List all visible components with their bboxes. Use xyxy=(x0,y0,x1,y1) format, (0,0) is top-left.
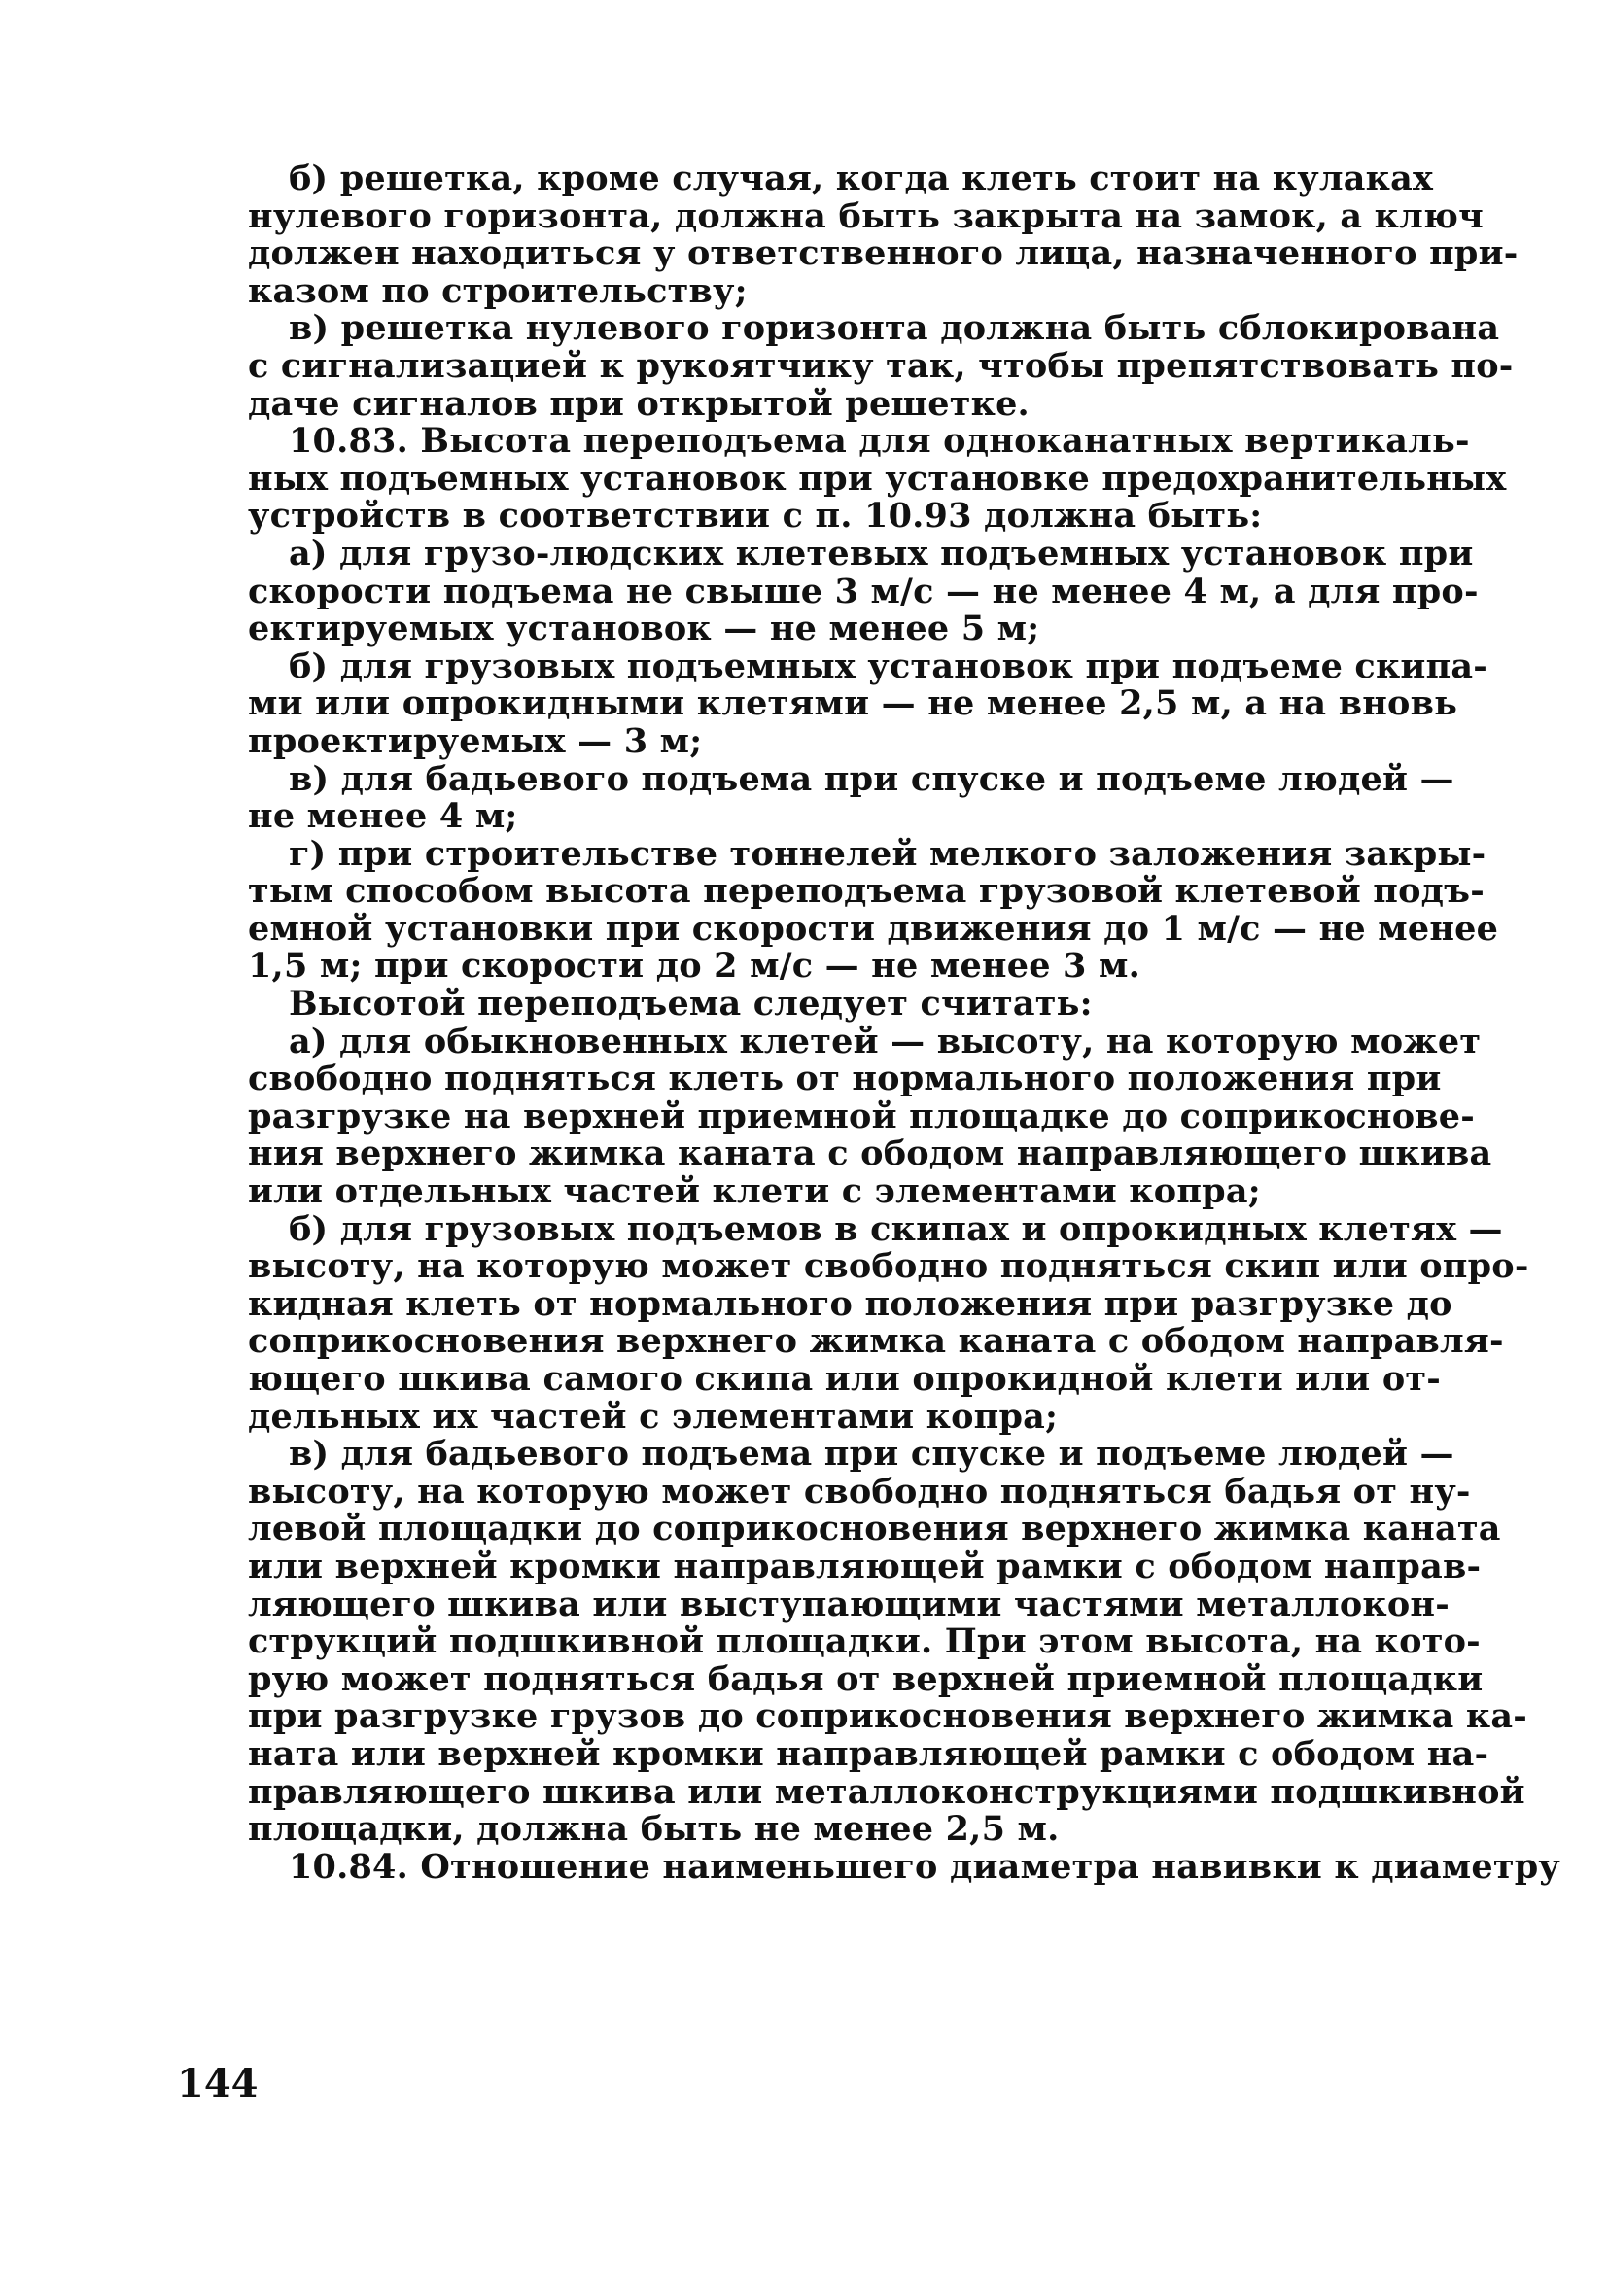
text-line: 1,5 м; при скорости до 2 м/с — не менее 3 м. xyxy=(248,946,1140,987)
text-line: устройств в соответствии с п. 10.93 должна быть: xyxy=(248,496,1263,537)
text-line: ния верхнего жимка каната с ободом направляющего шкива xyxy=(248,1133,1492,1174)
text-line: соприкосновения верхнего жимка каната с ободом направля- xyxy=(248,1321,1504,1362)
text-line: ектируемых установок — не менее 5 м; xyxy=(248,609,1040,649)
text-line: ляющего шкива или выступающими частями металлокон- xyxy=(248,1583,1450,1624)
text-line: не менее 4 м; xyxy=(248,796,518,837)
text-line: 10.84. Отношение наименьшего диаметра навивки к диаметру xyxy=(289,1846,1561,1887)
text-line: или отдельных частей клети с элементами копра; xyxy=(248,1171,1261,1212)
text-line: или верхней кромки направляющей рамки с ободом направ- xyxy=(248,1546,1482,1586)
text-line: кидная клеть от нормального положения при разгрузке до xyxy=(248,1283,1452,1324)
text-line: высоту, на которую может свободно подняться бадья от ну- xyxy=(248,1471,1471,1512)
text-line: с сигнализацией к рукоятчику так, чтобы препятствовать по- xyxy=(248,345,1514,386)
text-line: при разгрузке грузов до соприкосновения верхнего жимка ка- xyxy=(248,1696,1527,1737)
text-line: свободно подняться клеть от нормального положения при xyxy=(248,1059,1442,1099)
document-body xyxy=(248,158,1561,1887)
text-line: г) при строительстве тоннелей мелкого заложения закры- xyxy=(289,833,1486,874)
text-line: ных подъемных установок при установке предохранительных xyxy=(248,458,1507,499)
text-line: б) для грузовых подъемных установок при подъеме скипа- xyxy=(289,645,1487,686)
text-line: даче сигналов при открытой решетке. xyxy=(248,383,1030,424)
text-line: в) для бадьевого подъема при спуске и подъеме людей — xyxy=(289,758,1454,799)
text-line: ната или верхней кромки направляющей рамки с ободом на- xyxy=(248,1733,1489,1774)
text-line: 10.83. Высота переподъема для одноканатных вертикаль- xyxy=(289,421,1470,462)
text-line: а) для обыкновенных клетей — высоту, на которую может xyxy=(289,1021,1482,1061)
text-line: емной установки при скорости движения до 1 м/с — не менее xyxy=(248,908,1499,949)
text-line: разгрузке на верхней приемной площадке до соприкоснове- xyxy=(248,1096,1475,1136)
text-line: в) для бадьевого подъема при спуске и подъеме людей — xyxy=(289,1434,1454,1475)
text-line: проектируемых — 3 м; xyxy=(248,720,703,761)
text-line: нулевого горизонта, должна быть закрыта на замок, а ключ xyxy=(248,195,1484,236)
text-line: левой площадки до соприкосновения верхнего жимка каната xyxy=(248,1509,1501,1549)
text-line: ющего шкива самого скипа или опрокидной клети или от- xyxy=(248,1359,1442,1399)
text-line: площадки, должна быть не менее 2,5 м. xyxy=(248,1809,1060,1850)
page-number: 144 xyxy=(177,2061,259,2106)
text-line: Высотой переподъема следует считать: xyxy=(289,984,1093,1025)
text-line: казом по строительству; xyxy=(248,270,748,311)
text-line: высоту, на которую может свободно подняться скип или опро- xyxy=(248,1246,1529,1287)
text-line: должен находиться у ответственного лица, назначенного при- xyxy=(248,233,1519,274)
text-line: в) решетка нулевого горизонта должна быть сблокирована xyxy=(289,308,1500,349)
text-line: рую может подняться бадья от верхней приемной площадки xyxy=(248,1658,1484,1699)
text-line: а) для грузо-людских клетевых подъемных установок при xyxy=(289,533,1474,574)
text-line: б) для грузовых подъемов в скипах и опрокидных клетях — xyxy=(289,1208,1503,1249)
text-line: скорости подъема не свыше 3 м/с — не менее 4 м, а для про- xyxy=(248,571,1479,611)
text-line: ми или опрокидными клетями — не менее 2,5 м, а на вновь xyxy=(248,683,1458,724)
text-line: б) решетка, кроме случая, когда клеть стоит на кулаках xyxy=(289,158,1434,198)
text-line: струкций подшкивной площадки. При этом высота, на кото- xyxy=(248,1621,1481,1662)
text-line: дельных их частей с элементами копра; xyxy=(248,1396,1059,1437)
text-line: тым способом высота переподъема грузовой клетевой подъ- xyxy=(248,871,1485,912)
text-line: правляющего шкива или металлоконструкциями подшкивной xyxy=(248,1771,1525,1812)
